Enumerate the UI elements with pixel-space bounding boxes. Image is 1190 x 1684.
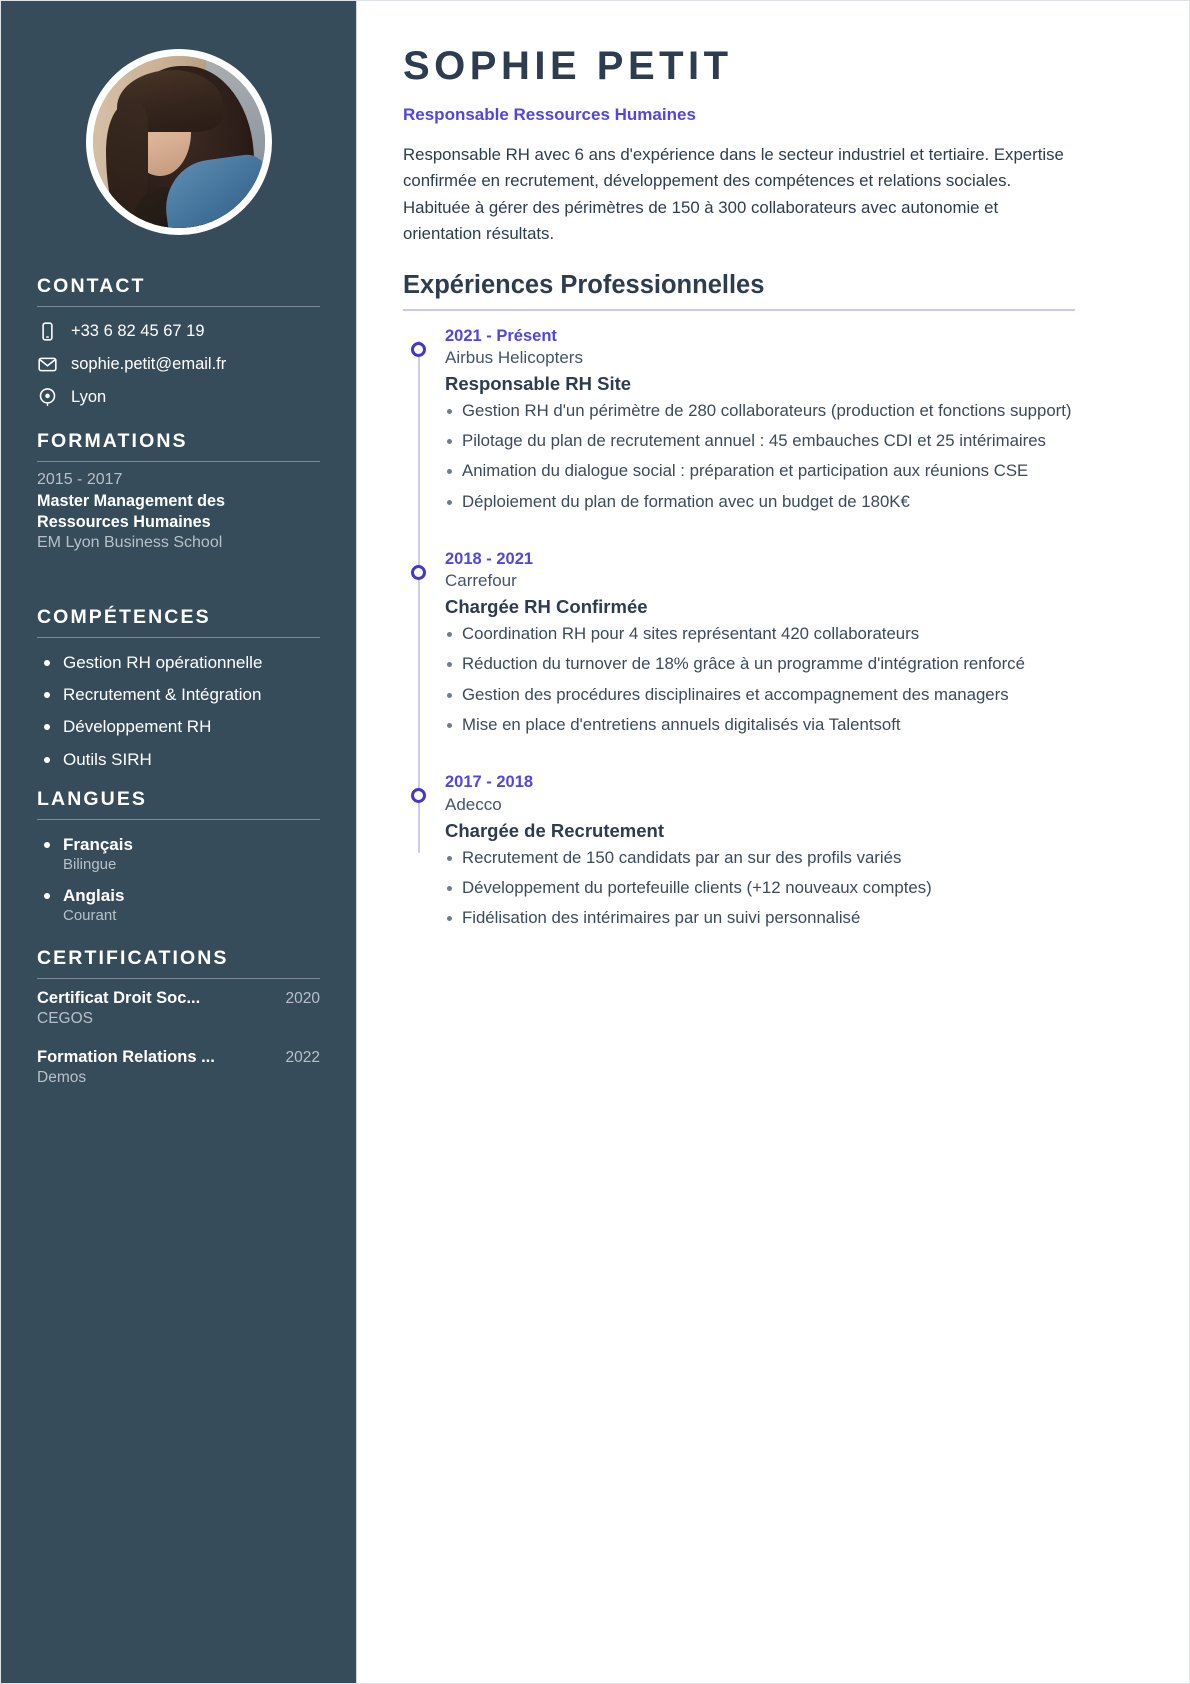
competences-section-title: COMPÉTENCES <box>37 605 211 628</box>
langues-divider <box>37 819 320 820</box>
profile-photo-ring <box>86 49 272 235</box>
certifications-section-title: CERTIFICATIONS <box>37 947 229 970</box>
experience-position: Chargée RH Confirmée <box>445 596 648 618</box>
experience-dates: 2017 - 2018 <box>445 773 534 792</box>
certification-name: Formation Relations ... <box>37 1048 215 1067</box>
competences-section <box>37 606 320 770</box>
list-item: Gestion des procédures disciplinaires et accompagnement des managers <box>445 683 1075 707</box>
contact-section-title: CONTACT <box>37 275 146 297</box>
competences-list <box>37 652 320 770</box>
formation-degree: Master Management des Ressources Humaines <box>37 491 226 531</box>
langues-list <box>37 834 320 926</box>
list-item: Pilotage du plan de recrutement annuel : 45 embauches CDI et 25 intérimaires <box>445 429 1075 453</box>
list-item: Animation du dialogue social : préparation et participation aux réunions CSE <box>445 459 1075 483</box>
certification-item <box>37 989 320 1030</box>
contact-location-row[interactable] <box>37 387 320 408</box>
list-item: Mise en place d'entretiens annuels digitalisés via Talentsoft <box>445 713 1075 737</box>
job-role-subtitle: Responsable Ressources Humaines <box>403 105 696 124</box>
contact-phone-row[interactable] <box>37 321 320 342</box>
experience-section-divider <box>403 309 1075 311</box>
experience-dates: 2021 - Présent <box>445 326 557 345</box>
list-item: Gestion RH d'un périmètre de 280 collaborateurs (production et fonctions support) <box>445 399 1075 423</box>
formation-dates: 2015 - 2017 <box>37 471 123 488</box>
list-item: Outils SIRH <box>37 749 320 770</box>
experience-dates: 2018 - 2021 <box>445 549 534 568</box>
list-item <box>37 885 320 926</box>
envelope-icon <box>37 354 58 375</box>
profile-summary: Responsable RH avec 6 ans d'expérience dans le secteur industriel et tertiaire. Expertise confirmée en recrutement, développement des compétences et relations sociales. Habituée à gérer des périmètres de 150 à 300 collaborateurs avec autonomie et orientation résultats. <box>403 144 1064 244</box>
experience-bullets <box>445 399 1075 514</box>
certifications-section <box>37 947 320 1088</box>
list-item: Développement du portefeuille clients (+12 nouveaux comptes) <box>445 876 1075 900</box>
certification-year: 2022 <box>285 1049 320 1067</box>
list-item: Développement RH <box>37 716 320 737</box>
sidebar <box>1 1 357 1683</box>
formation-school: EM Lyon Business School <box>37 534 223 552</box>
formations-section <box>37 430 320 554</box>
formations-section-title: FORMATIONS <box>37 430 188 452</box>
list-item: Recrutement & Intégration <box>37 684 320 705</box>
langues-section-title: LANGUES <box>37 787 148 810</box>
experience-timeline <box>403 325 1075 931</box>
contact-email-value: sophie.petit@email.fr <box>71 354 227 373</box>
list-item: Coordination RH pour 4 sites représentant 420 collaborateurs <box>445 622 1075 646</box>
experience-section-title: Expériences Professionnelles <box>403 270 765 299</box>
list-item: Gestion RH opérationnelle <box>37 652 320 673</box>
timeline-dot-icon <box>411 788 426 803</box>
list-item <box>37 834 320 875</box>
certification-org: CEGOS <box>37 1010 93 1028</box>
experience-item <box>445 548 1075 737</box>
contact-divider <box>37 306 320 307</box>
location-pin-icon <box>37 387 58 408</box>
list-item: Déploiement du plan de formation avec un budget de 180K€ <box>445 490 1075 514</box>
contact-section <box>37 275 320 408</box>
langues-section <box>37 788 320 926</box>
experience-bullets <box>445 846 1075 931</box>
phone-icon <box>37 321 58 342</box>
contact-location-value: Lyon <box>71 387 107 406</box>
main-content <box>357 1 1189 1683</box>
experience-company: Adecco <box>445 794 502 814</box>
timeline-dot-icon <box>411 342 426 357</box>
language-name: Anglais <box>63 885 125 905</box>
experience-position: Chargée de Recrutement <box>445 819 664 841</box>
list-item: Fidélisation des intérimaires par un suivi personnalisé <box>445 906 1075 930</box>
certification-org: Demos <box>37 1069 87 1087</box>
page-title: SOPHIE PETIT <box>403 44 733 88</box>
experience-item <box>445 771 1075 930</box>
language-name: Français <box>63 834 133 854</box>
profile-photo-container <box>37 1 320 241</box>
timeline-dot-icon <box>411 565 426 580</box>
list-item: Recrutement de 150 candidats par an sur des profils variés <box>445 846 1075 870</box>
language-level: Bilingue <box>63 856 117 874</box>
contact-email-row[interactable] <box>37 354 320 375</box>
experience-bullets <box>445 622 1075 737</box>
language-level: Courant <box>63 906 117 924</box>
experience-item <box>445 325 1075 514</box>
experience-company: Airbus Helicopters <box>445 347 583 367</box>
competences-divider <box>37 637 320 638</box>
list-item: Réduction du turnover de 18% grâce à un programme d'intégration renforcé <box>445 652 1075 676</box>
contact-phone-value: +33 6 82 45 67 19 <box>71 321 205 340</box>
certification-year: 2020 <box>285 990 320 1008</box>
formation-item <box>37 470 320 554</box>
profile-photo <box>93 56 265 228</box>
certification-name: Certificat Droit Soc... <box>37 989 201 1008</box>
certifications-divider <box>37 978 320 979</box>
certification-item <box>37 1048 320 1089</box>
experience-company: Carrefour <box>445 571 517 591</box>
experience-position: Responsable RH Site <box>445 372 632 394</box>
formations-divider <box>37 461 320 462</box>
